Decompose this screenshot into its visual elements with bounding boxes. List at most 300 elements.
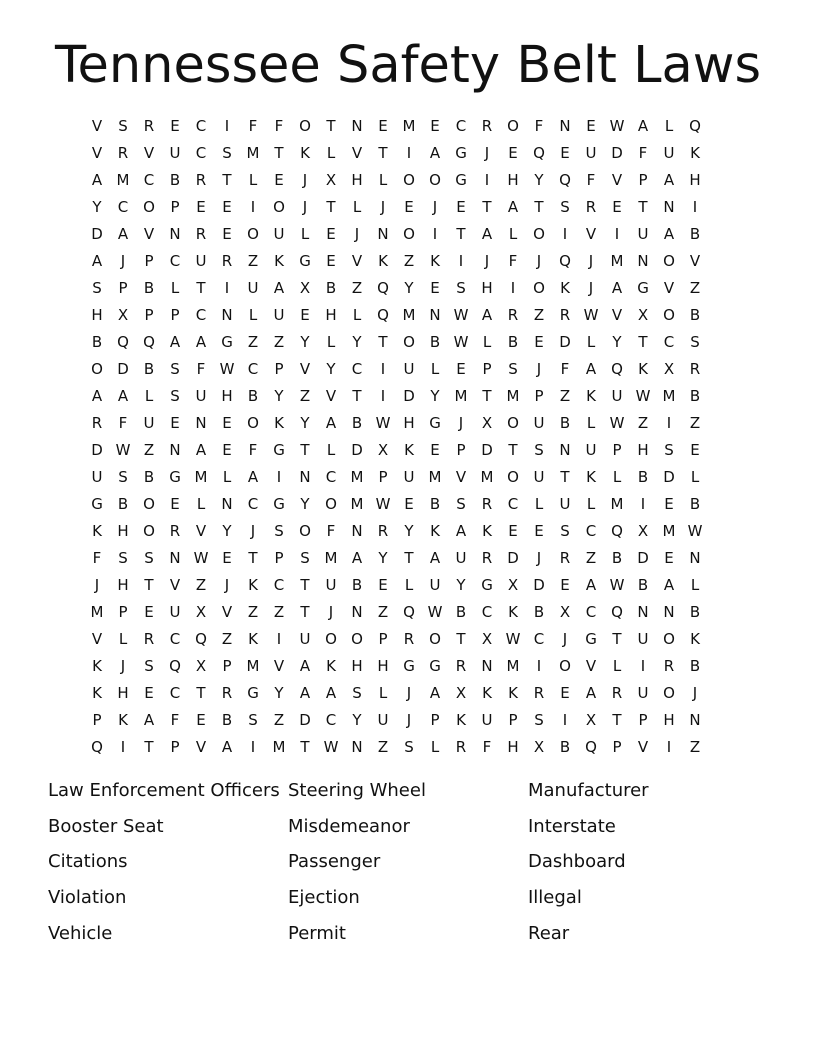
grid-letter: U [481,711,493,729]
grid-letter: V [351,252,363,270]
grid-letter: L [430,738,440,756]
grid-letter: G [403,657,415,675]
grid-letter: S [690,333,700,351]
grid-letter: J [354,225,360,243]
grid-letter: X [455,684,467,702]
grid-letter: O [507,117,519,135]
grid-letter: R [143,117,155,135]
grid-letter: P [612,738,622,756]
grid-letter: P [222,657,232,675]
grid-letter: N [637,252,649,270]
grid-letter: N [169,225,181,243]
grid-letter: M [246,657,260,675]
grid-letter: T [638,333,648,351]
grid-letter: E [690,441,700,459]
grid-letter: P [118,279,128,297]
grid-letter: V [91,144,103,162]
grid-letter: A [299,684,311,702]
grid-letter: T [456,225,466,243]
grid-letter: O [663,684,675,702]
grid-letter: I [640,657,646,675]
grid-letter: U [403,468,415,486]
grid-letter: Z [351,279,363,297]
grid-letter: P [482,360,492,378]
grid-letter: M [480,468,494,486]
grid-letter: O [507,414,519,432]
grid-letter: G [637,279,649,297]
grid-letter: M [246,144,260,162]
grid-letter: H [325,306,337,324]
word-list-item: Ejection [288,887,360,909]
grid-letter: C [195,144,207,162]
grid-letter: C [143,171,155,189]
grid-letter: L [118,630,128,648]
grid-letter: T [352,387,362,405]
grid-letter: J [406,711,412,729]
grid-letter: R [559,306,571,324]
grid-letter: Q [559,171,571,189]
grid-letter: E [170,117,180,135]
grid-letter: G [429,657,441,675]
grid-letter: X [299,279,311,297]
grid-letter: R [481,495,493,513]
grid-letter: Z [559,387,571,405]
grid-letter: E [170,495,180,513]
grid-letter: R [611,684,623,702]
grid-letter: O [143,495,155,513]
grid-letter: E [560,144,570,162]
grid-letter: K [586,468,596,486]
grid-letter: C [585,603,597,621]
grid-letter: A [585,684,597,702]
grid-letter: B [689,603,701,621]
grid-letter: D [351,441,363,459]
grid-letter: Z [377,603,389,621]
grid-row [84,680,708,707]
grid-letter: P [274,549,284,567]
grid-letter: B [169,171,181,189]
grid-letter: A [273,279,285,297]
grid-letter: E [222,549,232,567]
grid-letter: B [689,495,701,513]
grid-letter: T [638,198,648,216]
grid-letter: L [690,468,700,486]
grid-letter: A [585,576,597,594]
grid-letter: I [458,252,464,270]
grid-row [84,113,708,140]
grid-letter: Z [273,603,285,621]
word-list-item: Dashboard [528,851,626,873]
grid-letter: N [689,711,701,729]
grid-letter: Z [377,738,389,756]
grid-letter: L [378,684,388,702]
grid-letter: K [92,657,102,675]
grid-letter: N [169,441,181,459]
grid-letter: Q [403,603,415,621]
grid-letter: I [666,414,672,432]
grid-letter: P [144,306,154,324]
word-list-item: Vehicle [48,922,113,944]
word-list-item: Rear [528,922,570,944]
grid-letter: E [144,684,154,702]
grid-letter: K [248,576,258,594]
grid-letter: S [274,522,284,540]
grid-letter: V [585,657,597,675]
grid-letter: J [484,252,490,270]
grid-letter: S [300,549,310,567]
grid-letter: F [638,144,648,162]
grid-row [84,248,708,275]
grid-letter: F [248,117,258,135]
grid-letter: F [92,549,102,567]
grid-letter: P [430,711,440,729]
grid-letter: L [300,225,310,243]
grid-letter: H [377,657,389,675]
grid-row [84,518,708,545]
grid-letter: S [118,117,128,135]
grid-letter: O [429,171,441,189]
grid-letter: H [403,414,415,432]
grid-letter: N [559,441,571,459]
grid-letter: I [120,738,126,756]
grid-letter: B [637,576,649,594]
grid-letter: U [559,495,571,513]
grid-letter: W [453,306,469,324]
grid-letter: F [170,711,180,729]
grid-letter: M [506,387,520,405]
grid-row [84,464,708,491]
grid-letter: R [455,738,467,756]
grid-letter: U [637,630,649,648]
grid-row [84,356,708,383]
grid-letter: P [170,738,180,756]
grid-letter: M [402,117,416,135]
grid-row [84,599,708,626]
grid-letter: C [663,333,675,351]
grid-letter: H [91,306,103,324]
grid-letter: B [351,576,363,594]
grid-letter: X [481,630,493,648]
grid-letter: E [222,441,232,459]
grid-letter: R [221,252,233,270]
grid-letter: V [585,225,597,243]
grid-letter: A [143,711,155,729]
grid-letter: L [248,171,258,189]
grid-letter: C [247,360,259,378]
grid-letter: U [637,684,649,702]
grid-letter: P [170,198,180,216]
grid-letter: Z [689,414,701,432]
grid-letter: G [247,684,259,702]
grid-letter: V [273,657,285,675]
grid-letter: Z [533,306,545,324]
grid-row [84,140,708,167]
grid-letter: F [534,117,544,135]
grid-row [84,734,708,761]
grid-letter: N [351,738,363,756]
grid-letter: A [663,576,675,594]
grid-letter: E [378,576,388,594]
grid-letter: E [560,684,570,702]
grid-letter: O [299,522,311,540]
grid-letter: Y [300,333,310,351]
grid-letter: S [144,549,154,567]
grid-letter: L [326,441,336,459]
grid-row [84,302,708,329]
word-list-item: Permit [288,922,346,944]
grid-letter: Q [611,603,623,621]
grid-letter: F [560,360,570,378]
grid-letter: A [481,225,493,243]
grid-letter: E [534,333,544,351]
grid-letter: S [456,279,466,297]
grid-letter: D [507,549,519,567]
grid-letter: J [380,198,386,216]
grid-letter: V [351,144,363,162]
grid-letter: Y [378,549,388,567]
grid-letter: R [533,684,545,702]
grid-letter: H [221,387,233,405]
grid-letter: D [91,441,103,459]
grid-letter: C [169,684,181,702]
grid-letter: A [429,549,441,567]
grid-letter: M [350,468,364,486]
grid-letter: E [326,252,336,270]
grid-letter: R [481,549,493,567]
grid-letter: S [92,279,102,297]
grid-letter: D [611,144,623,162]
grid-letter: B [689,387,701,405]
grid-letter: L [170,279,180,297]
grid-letter: R [91,414,103,432]
grid-row [84,545,708,572]
grid-letter: M [272,738,286,756]
grid-letter: I [250,738,256,756]
grid-row [84,410,708,437]
grid-letter: U [585,144,597,162]
grid-letter: T [612,630,622,648]
grid-letter: V [195,738,207,756]
grid-letter: O [247,414,259,432]
grid-letter: T [482,387,492,405]
grid-letter: N [221,306,233,324]
grid-letter: M [610,252,624,270]
word-list-item: Citations [48,851,128,873]
grid-letter: S [170,387,180,405]
grid-letter: L [664,117,674,135]
grid-letter: T [222,171,232,189]
grid-letter: K [690,630,700,648]
grid-letter: P [170,306,180,324]
grid-letter: W [219,360,235,378]
grid-letter: E [222,414,232,432]
grid-letter: A [299,657,311,675]
grid-letter: E [222,225,232,243]
grid-letter: U [403,360,415,378]
grid-letter: K [92,522,102,540]
grid-letter: W [453,333,469,351]
grid-letter: E [222,198,232,216]
grid-letter: B [117,495,129,513]
grid-row [84,572,708,599]
grid-letter: U [663,144,675,162]
grid-letter: I [406,144,412,162]
grid-letter: B [611,549,623,567]
grid-letter: F [248,441,258,459]
grid-letter: H [663,711,675,729]
grid-letter: K [118,711,128,729]
grid-letter: T [274,144,284,162]
grid-letter: L [508,225,518,243]
grid-letter: T [144,576,154,594]
grid-letter: Z [273,333,285,351]
grid-letter: Q [169,657,181,675]
grid-letter: X [585,711,597,729]
grid-letter: A [637,117,649,135]
grid-letter: H [351,171,363,189]
grid-letter: O [429,630,441,648]
grid-letter: O [91,360,103,378]
grid-letter: B [429,495,441,513]
grid-letter: J [224,576,230,594]
grid-letter: F [118,414,128,432]
word-list-item: Misdemeanor [288,815,410,837]
grid-letter: A [585,360,597,378]
grid-letter: A [91,387,103,405]
grid-letter: Z [273,711,285,729]
grid-letter: N [689,549,701,567]
grid-letter: E [508,144,518,162]
grid-letter: I [380,387,386,405]
grid-letter: V [221,603,233,621]
grid-letter: P [378,630,388,648]
grid-letter: N [195,414,207,432]
grid-letter: W [609,576,625,594]
grid-letter: A [221,738,233,756]
grid-letter: M [324,549,338,567]
grid-letter: V [91,117,103,135]
grid-letter: R [455,657,467,675]
grid-letter: Q [533,144,545,162]
grid-letter: U [273,306,285,324]
grid-letter: E [170,414,180,432]
grid-letter: X [533,738,545,756]
grid-letter: G [455,144,467,162]
grid-letter: S [456,495,466,513]
grid-letter: C [481,603,493,621]
grid-letter: A [195,441,207,459]
grid-letter: K [690,144,700,162]
grid-letter: B [533,603,545,621]
grid-letter: I [432,225,438,243]
grid-letter: S [508,360,518,378]
grid-letter: Y [300,495,310,513]
grid-letter: Q [143,333,155,351]
grid-letter: W [687,522,703,540]
grid-letter: L [404,576,414,594]
grid-letter: Y [274,684,284,702]
grid-letter: G [481,576,493,594]
grid-letter: R [585,198,597,216]
grid-letter: E [144,603,154,621]
grid-letter: U [455,549,467,567]
grid-letter: B [689,306,701,324]
grid-letter: A [429,144,441,162]
grid-letter: F [508,252,518,270]
grid-letter: L [144,387,154,405]
grid-letter: L [378,171,388,189]
grid-letter: R [195,171,207,189]
grid-letter: R [689,360,701,378]
grid-letter: J [328,603,334,621]
grid-letter: H [507,171,519,189]
grid-letter: P [638,711,648,729]
grid-letter: Z [585,549,597,567]
grid-letter: D [637,549,649,567]
grid-letter: R [143,630,155,648]
grid-letter: K [456,711,466,729]
grid-letter: O [351,630,363,648]
grid-letter: H [689,171,701,189]
grid-letter: H [507,738,519,756]
grid-letter: O [299,117,311,135]
grid-letter: X [325,171,337,189]
grid-letter: N [559,117,571,135]
grid-letter: I [380,360,386,378]
grid-letter: M [90,603,104,621]
grid-letter: P [92,711,102,729]
grid-letter: F [482,738,492,756]
grid-letter: Y [92,198,102,216]
grid-letter: B [429,333,441,351]
grid-letter: E [274,171,284,189]
grid-letter: K [560,279,570,297]
grid-letter: S [118,468,128,486]
grid-letter: R [117,144,129,162]
grid-letter: N [429,306,441,324]
grid-letter: R [559,549,571,567]
grid-letter: O [143,522,155,540]
grid-letter: O [325,630,337,648]
grid-letter: Y [274,387,284,405]
grid-row [84,383,708,410]
grid-letter: S [352,684,362,702]
grid-letter: E [196,711,206,729]
grid-letter: J [94,576,100,594]
grid-letter: N [299,468,311,486]
grid-letter: D [481,441,493,459]
grid-letter: S [560,198,570,216]
grid-letter: K [508,684,518,702]
letter-grid [84,113,708,761]
grid-letter: O [403,333,415,351]
grid-letter: J [120,657,126,675]
grid-letter: E [456,198,466,216]
grid-letter: R [507,306,519,324]
grid-letter: C [325,468,337,486]
grid-letter: E [508,522,518,540]
grid-letter: C [247,495,259,513]
grid-letter: T [144,738,154,756]
grid-letter: W [375,414,391,432]
grid-letter: E [430,117,440,135]
grid-letter: M [402,306,416,324]
grid-letter: M [506,657,520,675]
grid-letter: B [637,468,649,486]
grid-row [84,626,708,653]
grid-letter: E [612,198,622,216]
grid-letter: S [534,711,544,729]
